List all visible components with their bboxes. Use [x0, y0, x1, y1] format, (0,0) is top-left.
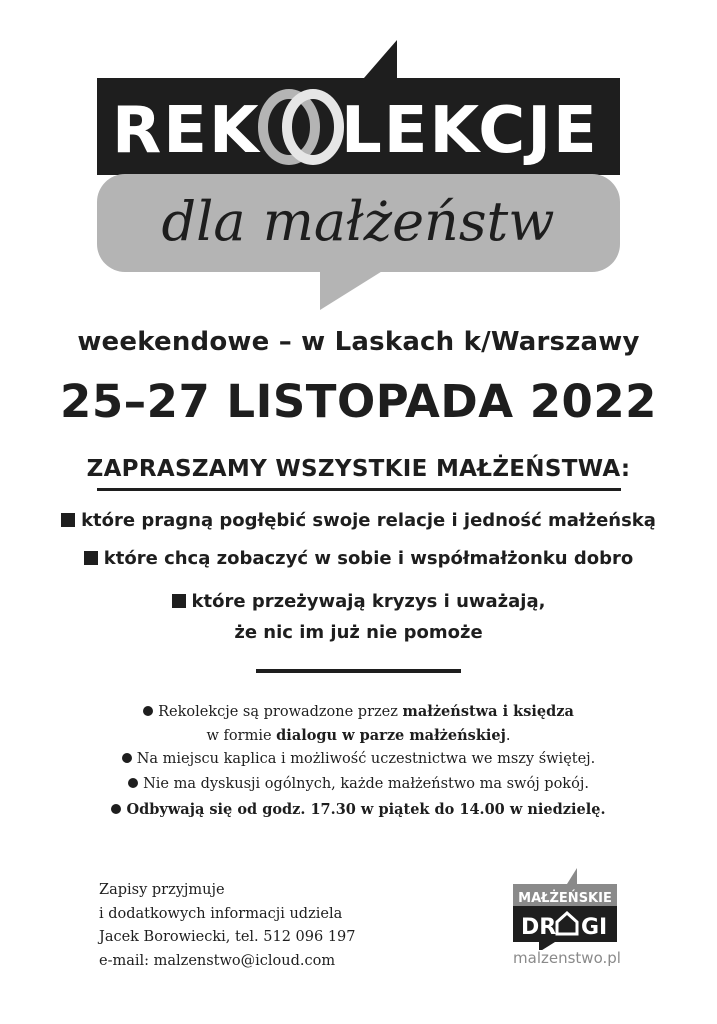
info-item — [0, 801, 717, 818]
info-bold: dialogu w parze małżeńskiej — [276, 727, 506, 744]
logo-bottom-left: DR — [521, 915, 557, 940]
heading-underline — [97, 488, 621, 491]
contact-block — [99, 879, 356, 973]
bullet-item — [0, 548, 717, 569]
script-line: dla małżeństw — [161, 190, 555, 253]
bullet-item — [0, 510, 717, 531]
event-subtitle: weekendowe – w Laskach k/Warszawy — [77, 327, 640, 357]
bullet-text: które pragną pogłębić swoje relacje i jedność małżeńską — [81, 510, 656, 531]
round-bullet-icon — [128, 778, 138, 788]
info-continuation — [0, 727, 717, 744]
contact-line: Zapisy przyjmuje — [99, 882, 225, 898]
title-left: REK — [112, 94, 261, 168]
round-bullet-icon — [111, 804, 121, 814]
info-bold: małżeństwa i księdza — [402, 703, 574, 720]
bullet-text: które przeżywają kryzys i uważają, — [191, 591, 546, 612]
info-text: Na miejscu kaplica i możliwość uczestnictwa we mszy świętej. — [136, 751, 596, 767]
header-graphic — [0, 0, 717, 320]
info-item — [0, 776, 717, 792]
contact-line: i dodatkowych informacji udziela — [99, 905, 343, 922]
title-right: LEKCJE — [341, 94, 599, 168]
round-bullet-icon — [143, 706, 153, 716]
invite-heading: ZAPRASZAMY WSZYSTKIE MAŁŻEŃSTWA: — [86, 456, 631, 482]
logo-bottom-right: GI — [581, 915, 608, 940]
round-bullet-icon — [122, 753, 132, 763]
info-text: . — [505, 728, 511, 744]
logo-top-text: MAŁŻEŃSKIE — [518, 891, 612, 906]
info-text: Rekolekcje są prowadzone przez — [158, 704, 403, 720]
bullet-item — [0, 591, 717, 612]
contact-line: Jacek Borowiecki, tel. 512 096 197 — [99, 929, 356, 945]
info-item — [0, 751, 717, 767]
info-text: w formie — [206, 728, 277, 744]
bullet-text: które chcą zobaczyć w sobie i współmałżonku dobro — [103, 548, 634, 569]
section-divider — [256, 669, 461, 673]
info-item — [0, 703, 717, 720]
square-bullet-icon — [61, 513, 75, 527]
malzenskie-drogi-logo — [505, 862, 625, 950]
bullet-continuation: że nic im już nie pomoże — [234, 622, 483, 643]
info-bold: Odbywają się od godz. 17.30 w piątek do 14.00 w niedzielę. — [126, 801, 606, 818]
square-bullet-icon — [84, 551, 98, 565]
info-text: Nie ma dyskusji ogólnych, każde małżeństwo ma swój pokój. — [143, 776, 589, 792]
logo-url: malzenstwo.pl — [513, 949, 621, 967]
contact-email: e-mail: malzenstwo@icloud.com — [99, 952, 336, 969]
square-bullet-icon — [172, 594, 186, 608]
event-dates: 25–27 LISTOPADA 2022 — [60, 375, 657, 428]
